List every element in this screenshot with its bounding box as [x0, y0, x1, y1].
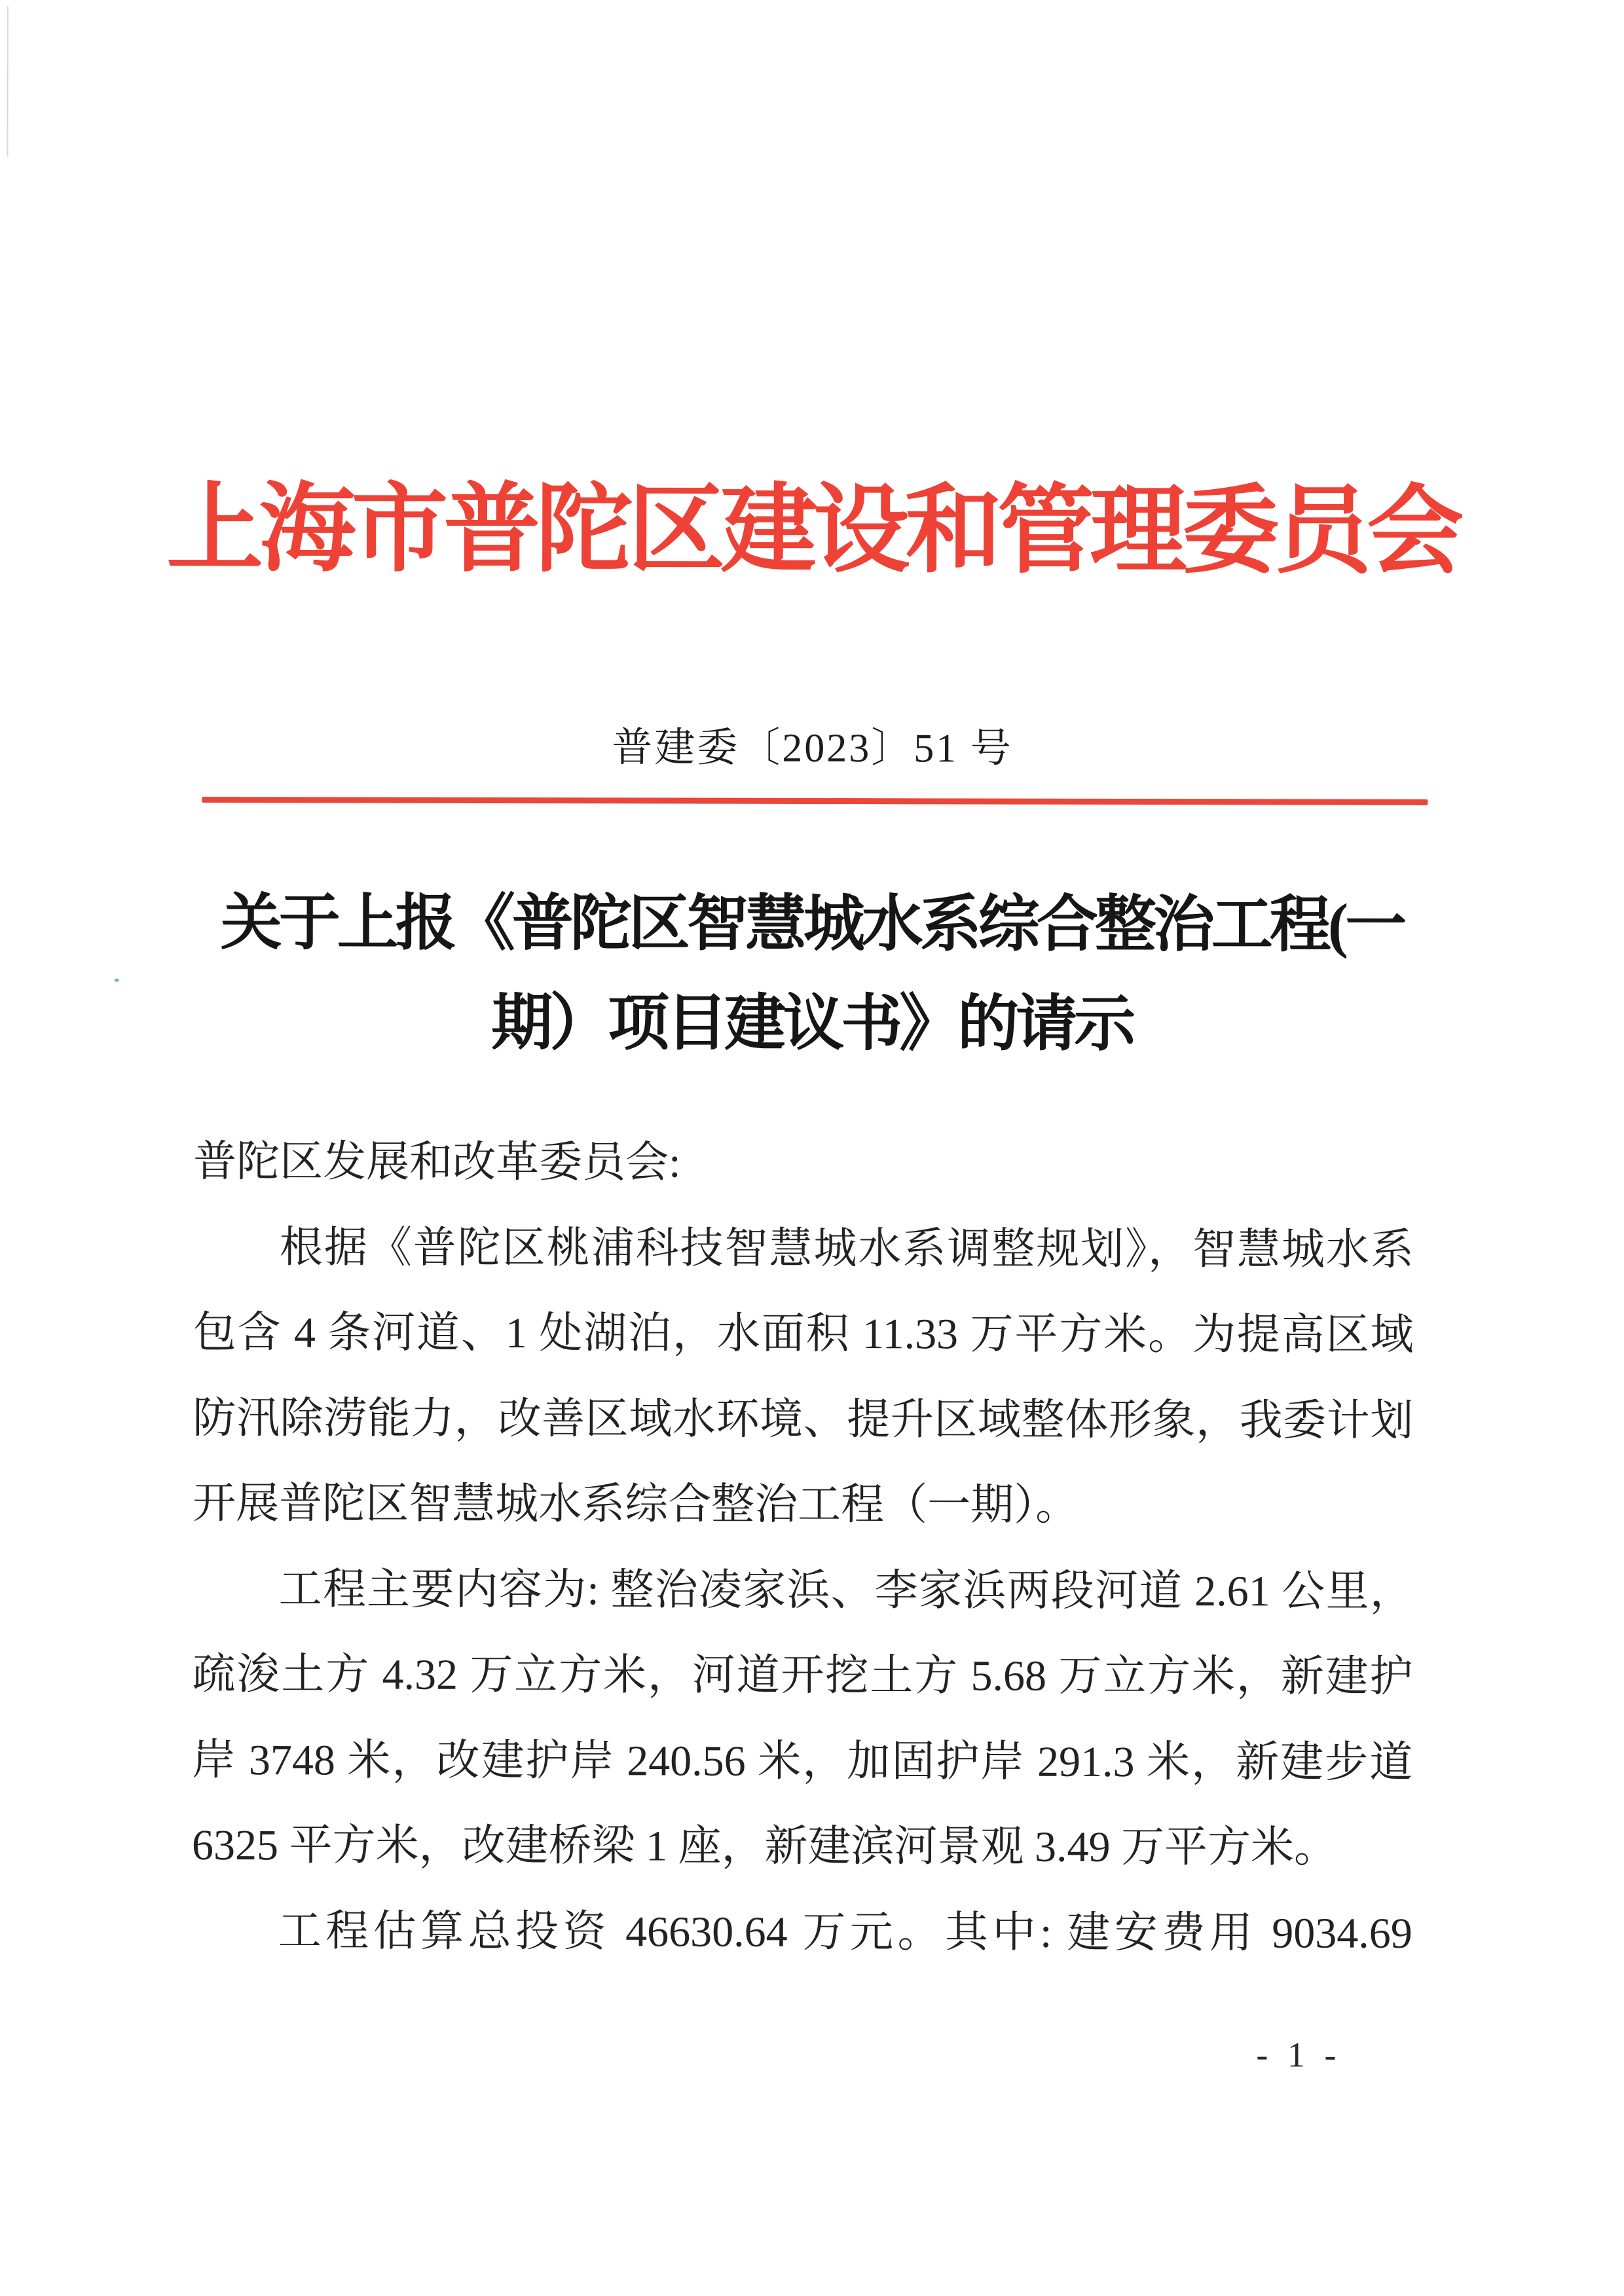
agency-letterhead-title: 上海市普陀区建设和管理委员会 — [166, 475, 1460, 587]
body-line: 工程估算总投资 46630.64 万元。其中: 建安费用 9034.69 — [278, 1906, 1412, 1958]
scan-artifact — [7, 6, 8, 156]
document-body — [192, 1120, 1414, 1977]
body-line: 开展普陀区智慧城水系综合整治工程（一期）。 — [193, 1480, 1079, 1529]
body-line: 根据《普陀区桃浦科技智慧城水系调整规划》，智慧城水系 — [279, 1223, 1414, 1274]
body-line: 岸 3748 米，改建护岸 240.56 米，加固护岸 291.3 米，新建步道 — [192, 1736, 1413, 1787]
letterhead-divider-rule — [202, 797, 1428, 805]
body-line: 防汛除涝能力，改善区域水环境、提升区域整体形象，我委计划 — [193, 1394, 1414, 1445]
document-title — [0, 873, 1624, 1075]
body-line: 6325 平方米，改建桥梁 1 座，新建滨河景观 3.49 万平方米。 — [191, 1821, 1338, 1872]
body-line: 包含 4 条河道、1 处湖泊，水面积 11.33 万平方米。为提高区域 — [193, 1309, 1414, 1359]
page-number: - 1 - — [1256, 2035, 1342, 2075]
body-line: 疏浚土方 4.32 万立方米，河道开挖土方 5.68 万立方米，新建护 — [192, 1650, 1413, 1701]
scan-artifact — [115, 979, 119, 982]
document-number: 普建委〔2023〕51 号 — [612, 725, 1013, 771]
document-title-line-1: 关于上报《普陀区智慧城水系综合整治工程(一 — [220, 889, 1404, 960]
body-line: 工程主要内容为: 整治凌家浜、李家浜两段河道 2.61 公里， — [278, 1565, 1413, 1616]
document-title-line-2: 期）项目建议书》的请示 — [491, 989, 1133, 1059]
salutation: 普陀区发展和改革委员会: — [193, 1138, 681, 1187]
